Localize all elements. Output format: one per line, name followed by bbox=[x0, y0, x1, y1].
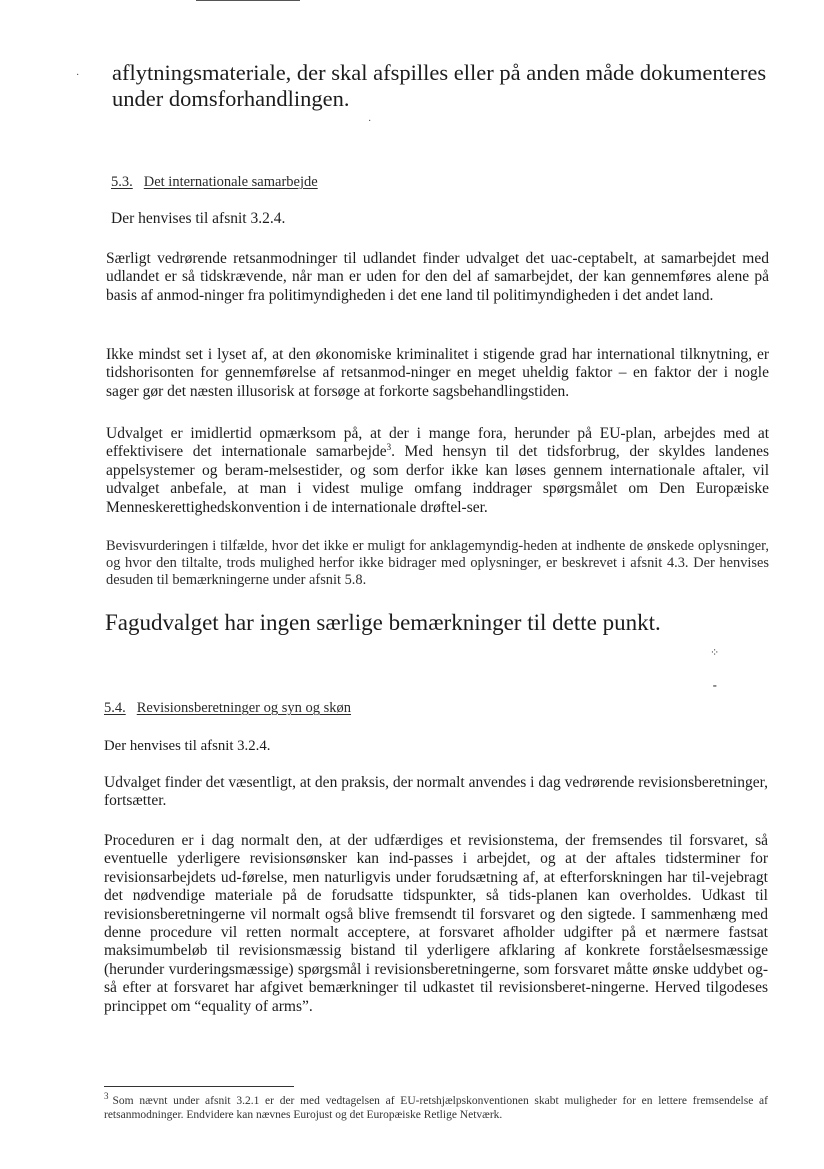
paragraph-small: Bevisvurderingen i tilfælde, hvor det ikke er muligt for anklagemyndig-heden at indhente de ønskede oplysninger, og hvor den tiltalte, trods mulighed herfor ikke bidrager med oplysninger, er beskrevet i afsnit 4.3. Der henvises desuden til bemærkningerne under afsnit 5.8. bbox=[106, 538, 769, 588]
section-heading-5-4 bbox=[104, 700, 351, 717]
footnote bbox=[104, 1091, 768, 1122]
scan-speck: · bbox=[368, 116, 372, 127]
section-number: 5.3. bbox=[111, 174, 133, 190]
scan-speck: ⁘ bbox=[710, 647, 720, 659]
paragraph: Udvalget finder det væsentligt, at den praksis, der normalt anvendes i dag vedrørende revisionsberetninger, fortsætter. bbox=[104, 774, 768, 810]
paragraph-large: Fagudvalget har ingen særlige bemærkninger til dette punkt. bbox=[105, 610, 661, 635]
footnote-separator bbox=[104, 1086, 294, 1087]
paragraph-text: . Med hensyn til det tidsforbrug, der skyldes landenes appelsystemer og beram-melsestider, og som derfor ikke kan løses gennem internationale aftaler, vil udvalget anbefale, at man i videst mulige omfang inddrager spørgsmålet om Den Europæiske Menneskerettighedskonvention i de internationale drøftel-ser. bbox=[106, 443, 769, 516]
scan-speck: ⁃ bbox=[712, 681, 718, 693]
paragraph: Der henvises til afsnit 3.2.4. bbox=[104, 738, 271, 754]
intro-continuation-text: aflytningsmateriale, der skal afspilles eller på anden måde dokumenteres under domsforhandlingen. bbox=[112, 60, 767, 111]
paragraph: Ikke mindst set i lyset af, at den økonomiske kriminalitet i stigende grad har international tilknytning, er tidshorisonten for gennemførelse af retsanmod-ninger en meget uheldig faktor – en faktor der i nogle sager gør det næsten illusorisk at forsøge at forkorte sagsbehandlingstiden. bbox=[106, 346, 769, 400]
footnote-reference: 3 bbox=[386, 442, 392, 453]
footnote-text: Som nævnt under afsnit 3.2.1 er der med vedtagelsen af EU-retshjælpskonventionen skabt muligheder for en lettere fremsendelse af retsanmodninger. Endvidere kan nævnes Eurojust og det Europæiske Retlige Netværk. bbox=[104, 1095, 768, 1121]
paragraph: Der henvises til afsnit 3.2.4. bbox=[111, 210, 286, 227]
footnote-mark: 3 bbox=[104, 1091, 109, 1102]
section-number: 5.4. bbox=[104, 700, 126, 716]
paragraph: Særligt vedrørende retsanmodninger til udlandet finder udvalget det uac-ceptabelt, at samarbejdet med udlandet er så tidskrævende, når man er uden for den del af samarbejdet, der kan gennemføres alene på basis af anmod-ninger fra politimyndigheden i det ene land til politimyndigheden i det andet land. bbox=[106, 250, 769, 304]
section-heading-5-3 bbox=[111, 174, 318, 191]
section-title: Revisionsberetninger og syn og skøn bbox=[136, 700, 352, 716]
section-title: Det internationale samarbejde bbox=[143, 174, 318, 190]
top-rule bbox=[196, 0, 300, 1]
scan-speck: · bbox=[76, 70, 80, 81]
paragraph: Proceduren er i dag normalt den, at der udfærdiges et revisionstema, der fremsendes til forsvaret, så eventuelle yderligere revisionsønsker kan ind-passes i arbejdet, og at der aftales tidsterminer for revisionsarbejdets ud-førelse, men naturligvis under forudsætning af, at efterforskningen har til-vejebragt det nødvendige materiale på de forudsatte tidspunkter, så tids-planen kan overholdes. Udkast til revisionsberetningerne vil normalt også blive fremsendt til forsvaret og den sigtede. I sammenhæng med denne procedure vil retten normalt acceptere, at forsvaret afholder udgifter på et nærmere fastsat maksimumbeløb til revisionsmæssig bistand til yderligere afklaring af konkrete forståelsesmæssige (herunder vurderingsmæssige) spørgsmål i revisionsberetningerne, som forsvaret måtte ønske uddybet og-så efter at forsvaret har afgivet bemærkninger til udkastet til revisionsberet-ningerne. Herved tilgodeses princippet om “equality of arms”. bbox=[104, 832, 768, 1015]
paragraph-text: Udvalget er imidlertid opmærksom på, at der i mange fora, herunder på EU-plan, arbejdes med at effektivisere det internationale samarbejde bbox=[106, 425, 769, 461]
paragraph-with-footnote-ref bbox=[106, 425, 769, 517]
